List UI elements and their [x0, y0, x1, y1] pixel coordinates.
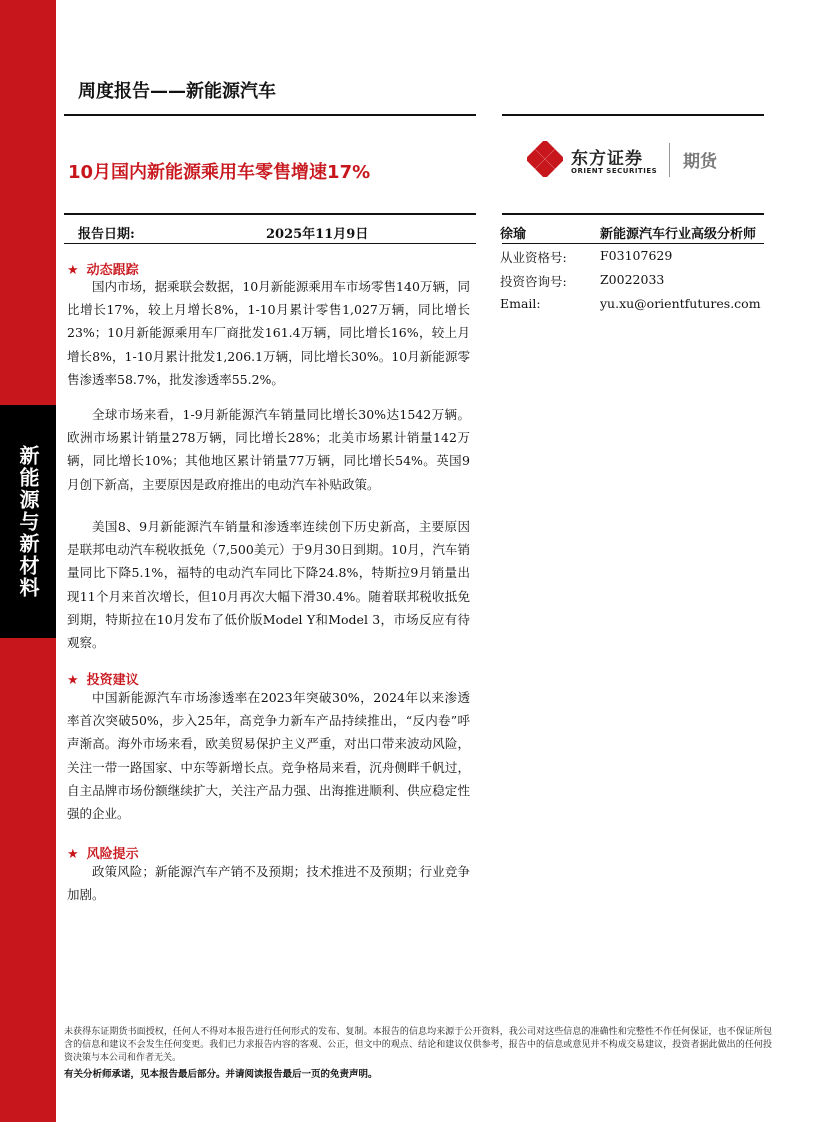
- paragraph-advice-1: 中国新能源汽车市场渗透率在2023年突破30%，2024年以来渗透率首次突破50%，步入25年，高竞争力新车产品持续推出，“反内卷”呼声渐高。海外市场来看，欧美贸易保护主义严重，对出口带来波动风险，关注一带一路国家、中东等新增长点。竞争格局来看，沉舟侧畔千帆过，自主品牌市场份额继续扩大，关注产品力强、出海推进顺利、供应稳定性强的企业。: [67, 690, 470, 822]
- analyst-rule-top: [502, 213, 764, 215]
- date-rule-top: [64, 213, 476, 215]
- analyst-rule-bottom: [502, 243, 764, 244]
- paragraph-tracking-3: 美国8、9月新能源汽车销量和渗透率连续创下历史新高，主要原因是联邦电动汽车税收抵免（7,500美元）于9月30日到期。10月，汽车销量同比下降5.1%，福特的电动汽车同比下降24.8%，特斯拉9月销量出现11个月来首次增长，但10月再次大幅下滑30.4%。随着联邦税收抵免到期，特斯拉在10月发布了低价版Model Y和Model 3，市场反应有待观察。: [67, 519, 470, 651]
- header-rule-left: [64, 114, 476, 116]
- report-date-label: 报告日期:: [78, 227, 135, 242]
- analyst-title: 新能源汽车行业高级分析师: [600, 227, 757, 242]
- header-rule-right: [502, 114, 764, 116]
- consult-value: Z0022033: [600, 272, 665, 287]
- date-rule-bottom: [64, 243, 476, 244]
- license-value: F03107629: [600, 248, 673, 263]
- section-title-advice-text: 投资建议: [86, 673, 139, 688]
- paragraph-tracking-2: 全球市场来看，1-9月新能源汽车销量同比增长30%达1542万辆。欧洲市场累计销量278万辆，同比增长28%；北美市场累计销量142万辆，同比增长10%；其他地区累计销量77万辆，同比增长54%。英国9月创下新高，主要原因是政府推出的电动汽车补贴政策。: [67, 407, 470, 492]
- footer-disclaimer: 未获得东证期货书面授权，任何人不得对本报告进行任何形式的发布、复制。本报告的信息均来源于公开资料，我公司对这些信息的准确性和完整性不作任何保证，也不保证所包含的信息和建议不会发生任何变更。我们已力求报告内容的客观、公正，但文中的观点、结论和建议仅供参考，报告中的信息或意见并不构成交易建议，投资者据此做出的任何投资决策与本公司和作者无关。: [64, 1027, 772, 1063]
- sidebar-category-label: 新能源与新材料: [16, 444, 40, 599]
- email-label: Email:: [500, 296, 541, 311]
- company-logo: [527, 141, 737, 181]
- logo-name-en: ORIENT SECURITIES: [571, 167, 658, 175]
- report-type: 周度报告——新能源汽车: [78, 81, 276, 102]
- star-icon: ★: [67, 263, 79, 278]
- section-title-risk-text: 风险提示: [86, 847, 139, 862]
- logo-divider: [669, 143, 670, 177]
- footer-analyst-promise: 有关分析师承诺，见本报告最后部分。并请阅读报告最后一页的免责声明。: [64, 1069, 378, 1080]
- analyst-name: 徐瑜: [500, 227, 527, 242]
- logo-division: 期货: [683, 152, 717, 172]
- report-date-value: 2025年11月9日: [266, 227, 369, 242]
- license-label: 从业资格号:: [500, 250, 567, 265]
- page-headline: 10月国内新能源乘用车零售增速17%: [68, 162, 371, 183]
- logo-name-cn: 东方证券: [571, 149, 643, 169]
- section-title-tracking-text: 动态跟踪: [86, 263, 139, 278]
- paragraph-risk-1: 政策风险；新能源汽车产销不及预期；技术推进不及预期；行业竞争加剧。: [67, 864, 470, 903]
- star-icon: ★: [67, 673, 79, 688]
- star-icon: ★: [67, 847, 79, 862]
- paragraph-tracking-1: 国内市场，据乘联会数据，10月新能源乘用车市场零售140万辆，同比增长17%，较上月增长8%，1-10月累计零售1,027万辆，同比增长23%；10月新能源乘用车厂商批发161.4万辆，同比增长16%，较上月增长8%，1-10月累计批发1,206.1万辆，同比增长30%。10月新能源零售渗透率58.7%，批发渗透率55.2%。: [67, 279, 470, 387]
- email-link[interactable]: yu.xu@orientfutures.com: [600, 296, 761, 311]
- consult-label: 投资咨询号:: [500, 274, 567, 289]
- orient-logo-icon: [527, 141, 563, 177]
